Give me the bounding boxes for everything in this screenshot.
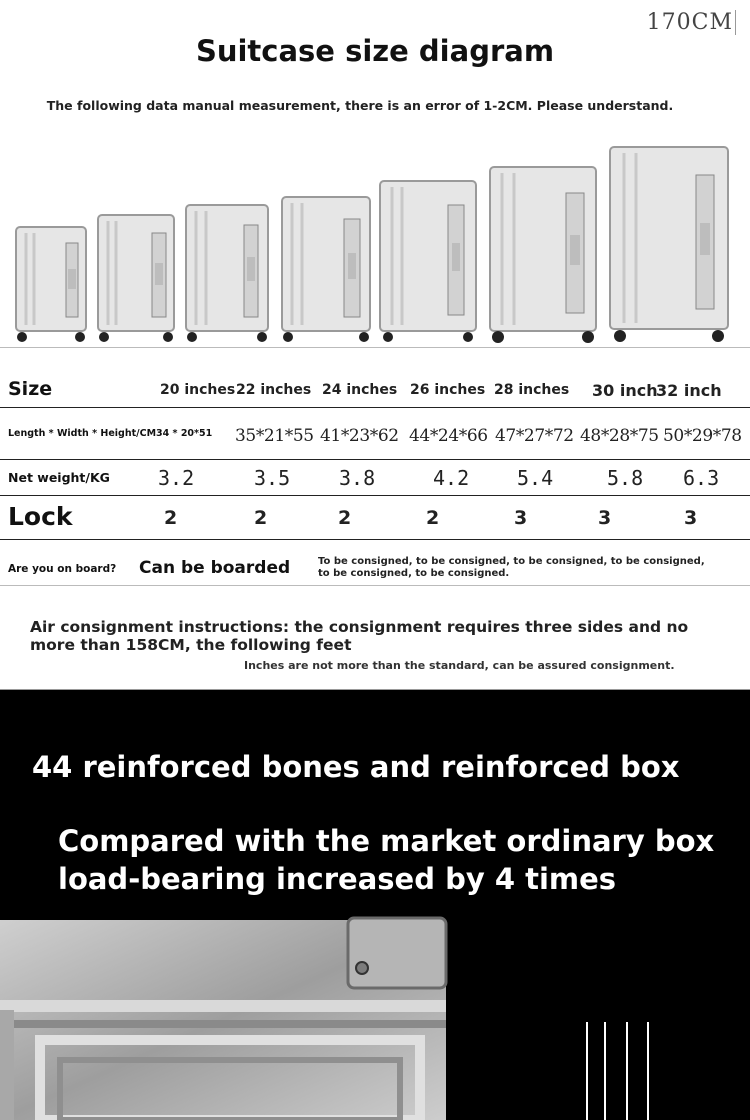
weight-row [0,460,750,496]
weight-cell: 3.2 [158,466,195,490]
lock-cell: 3 [514,507,528,529]
lock-cell: 2 [254,507,268,529]
dimensions-cell: 35*21*55 [235,426,314,446]
dimensions-cell: 50*29*78 [663,426,742,446]
suitcase-30-image [486,163,600,343]
dimensions-label: Length * Width * Height/CM34 * 20*51 [8,428,213,439]
size-cell: 22 inches [236,382,312,398]
dimensions-cell: 41*23*62 [320,426,399,446]
dimensions-cell: 48*28*75 [580,426,659,446]
lock-label: Lock [8,502,73,531]
weight-cell: 5.8 [607,466,644,490]
suitcase-28-image [376,177,480,343]
size-cell: 26 inches [410,382,486,398]
lock-cell: 2 [164,507,178,529]
lock-row [0,496,750,540]
lock-cell: 3 [684,507,698,529]
weight-cell: 3.8 [339,466,376,490]
weight-cell: 6.3 [683,466,720,490]
suitcase-22-image [94,211,178,343]
suitcase-20-image [12,223,90,343]
suitcase-26-image [278,193,374,343]
weight-cell: 5.4 [517,466,554,490]
boarding-row [0,540,750,586]
size-cell: 24 inches [322,382,398,398]
size-cell: 32 inch [656,381,722,400]
consignment-section [0,598,750,690]
height-reference-label: 170CM [647,10,736,35]
dimensions-cell: 44*24*66 [409,426,488,446]
size-cell: 30 inch [592,381,658,400]
size-label: Size [8,378,53,400]
promo-section [0,690,750,1120]
size-cell: 28 inches [494,382,570,398]
promo-body: Compared with the market ordinary box load-bearing increased by 4 times [58,824,715,896]
boarding-allowed-text: Can be boarded [139,558,291,578]
measurement-note: The following data manual measurement, there is an error of 1-2CM. Please understand. [46,98,674,113]
lock-cell: 2 [426,507,440,529]
size-row [0,368,750,408]
weight-label: Net weight/KG [8,470,110,485]
lock-cell: 3 [598,507,612,529]
consignment-required-text: To be consigned, to be consigned, to be consigned, to be consigned, to be consigned, to be consigned. [318,556,705,579]
dimensions-row [0,408,750,460]
boarding-label: Are you on board? [8,563,117,575]
suitcase-24-image [182,201,272,343]
suitcase-32-image [606,143,732,343]
consignment-note: Inches are not more than the standard, can be assured consignment. [244,659,675,672]
suitcase-closeup-image [0,910,750,1120]
suitcase-lineup [0,138,750,348]
promo-heading: 44 reinforced bones and reinforced box [32,750,680,784]
lock-cell: 2 [338,507,352,529]
weight-cell: 4.2 [433,466,470,490]
consignment-instructions: Air consignment instructions: the consignment requires three sides and no more than 158CM, the following feet [30,618,689,654]
weight-cell: 3.5 [254,466,291,490]
dimensions-cell: 47*27*72 [495,426,574,446]
page-title: Suitcase size diagram [195,34,555,68]
size-cell: 20 inches [160,382,236,398]
